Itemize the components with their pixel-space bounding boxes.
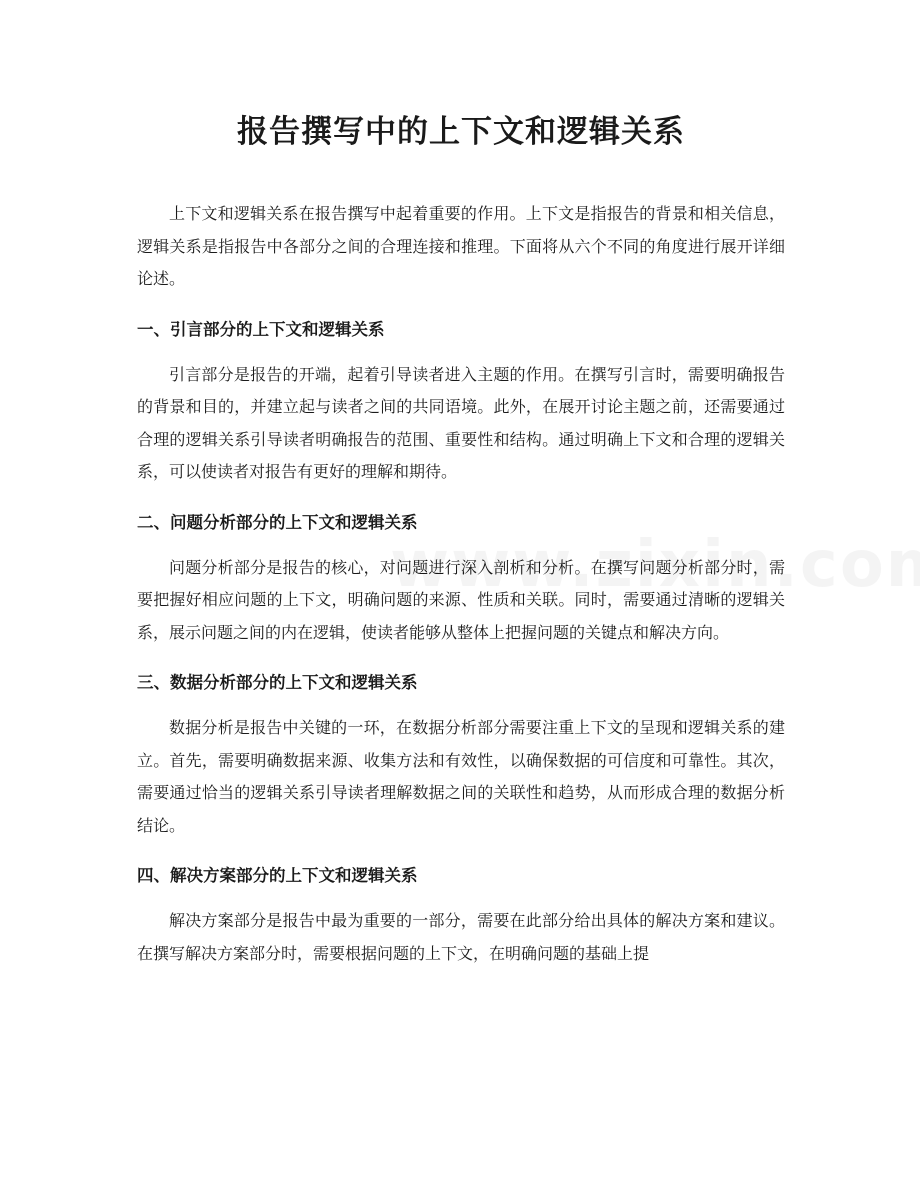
intro-paragraph: 上下文和逻辑关系在报告撰写中起着重要的作用。上下文是指报告的背景和相关信息，逻辑关系是指报告中各部分之间的合理连接和推理。下面将从六个不同的角度进行展开详细论述。 [137,204,785,288]
section-body-3: 数据分析是报告中关键的一环，在数据分析部分需要注重上下文的呈现和逻辑关系的建立。首先，需要明确数据来源、收集方法和有效性，以确保数据的可信度和可靠性。其次，需要通过恰当的逻辑关系引导读者理解数据之间的关联性和趋势，从而形成合理的数据分析结论。 [137,718,785,835]
section-heading-2: 二、问题分析部分的上下文和逻辑关系 [137,512,418,532]
section-heading-3: 三、数据分析部分的上下文和逻辑关系 [137,673,418,692]
page-title: 报告撰写中的上下文和逻辑关系 [237,114,685,150]
section-body-4: 解决方案部分是报告中最为重要的一部分，需要在此部分给出具体的解决方案和建议。在撰写解决方案部分时，需要根据问题的上下文，在明确问题的基础上提 [137,911,785,963]
section-body-1: 引言部分是报告的开端，起着引导读者进入主题的作用。在撰写引言时，需要明确报告的背景和目的，并建立起与读者之间的共同语境。此外，在展开讨论主题之前，还需要通过合理的逻辑关系引导读者明确报告的范围、重要性和结构。通过明确上下文和合理的逻辑关系，可以使读者对报告有更好的理解和期待。 [137,364,785,481]
section-heading-1: 一、引言部分的上下文和逻辑关系 [137,319,385,339]
section-body-2: 问题分析部分是报告的核心，对问题进行深入剖析和分析。在撰写问题分析部分时，需要把握好相应问题的上下文，明确问题的来源、性质和关联。同时，需要通过清晰的逻辑关系，展示问题之间的内在逻辑，使读者能够从整体上把握问题的关键点和解决方向。 [137,557,785,642]
section-heading-4: 四、解决方案部分的上下文和逻辑关系 [137,866,418,885]
